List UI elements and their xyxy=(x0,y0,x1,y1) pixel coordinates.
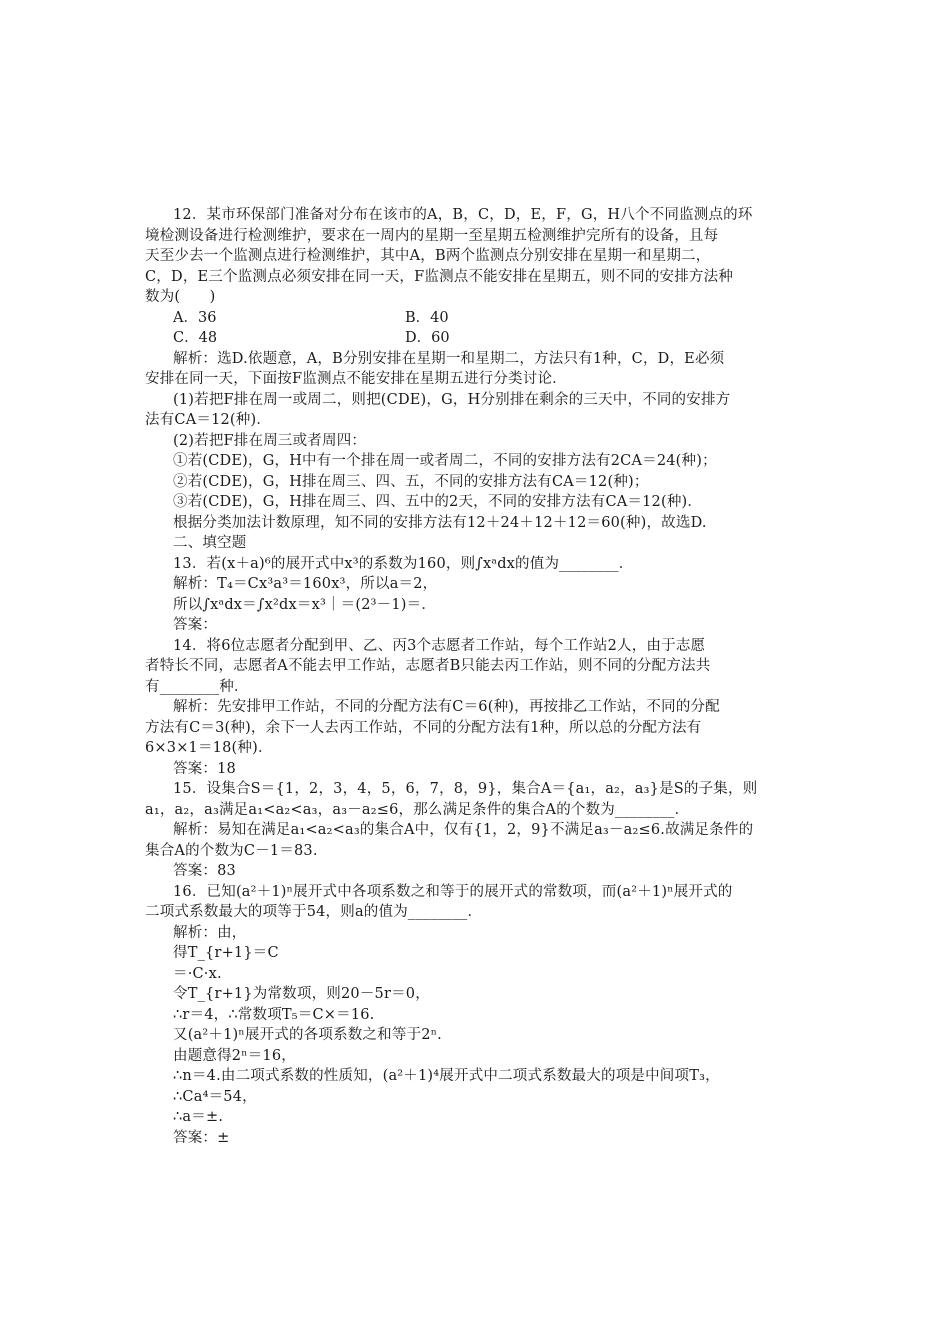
text-line: 答案： xyxy=(173,617,218,633)
text-line: 解析：由， xyxy=(173,924,247,941)
text-line: ③若(CDE)，G，H排在周三、四、五中的2天，不同的安排方法有CA＝12(种)． xyxy=(173,494,703,510)
text-line: 解析：T₄＝Cx³a³＝160x³，所以a＝2， xyxy=(173,576,438,592)
text-line: 安排在同一天，下面按F监测点不能安排在星期五进行分类讨论． xyxy=(145,371,567,387)
text-line: 二项式系数最大的项等于54，则a的值为________． xyxy=(145,904,483,920)
text-line: ②若(CDE)，G，H排在周三、四、五，不同的安排方法有CA＝12(种)； xyxy=(173,473,649,490)
text-line: 根据分类加法计数原理，知不同的安排方法有12＋24＋12＋12＝60(种)，故选D. xyxy=(173,514,707,531)
text-line: 12．某市环保部门准备对分布在该市的A，B，C，D，E，F，G，H八个不同监测点的环 xyxy=(173,207,753,223)
text-line: ＝·C·x. xyxy=(173,965,222,982)
text-line: ①若(CDE)，G，H中有一个排在周一或者周二，不同的安排方法有2CA＝24(种)； xyxy=(173,453,717,469)
text-line: 答案：± xyxy=(173,1129,230,1146)
text-line: 者特长不同，志愿者A不能去甲工作站，志愿者B只能去丙工作站，则不同的分配方法共 xyxy=(145,658,711,674)
text-line: a₁，a₂，a₃满足a₁<a₂<a₃，a₃－a₂≤6，那么满足条件的集合A的个数为________． xyxy=(145,801,690,818)
text-line: 有________种． xyxy=(145,678,249,695)
text-line: C，D，E三个监测点必须安排在同一天，F监测点不能安排在星期五，则不同的安排方法种 xyxy=(145,268,734,285)
text-line: 集合A的个数为C－1＝83. xyxy=(145,842,318,859)
text-line: 得T_{r+1}＝C xyxy=(173,945,279,961)
text-line: 令T_{r+1}为常数项，则20－5r＝0， xyxy=(173,986,430,1002)
text-line: ∴a＝±. xyxy=(173,1109,224,1125)
text-line: 又(a²＋1)ⁿ展开式的各项系数之和等于2ⁿ. xyxy=(173,1027,442,1043)
answer-option: A．36 xyxy=(173,309,217,326)
text-line: 解析：选D.依题意，A，B分别安排在星期一和星期二，方法只有1种，C，D，E必须 xyxy=(173,350,725,367)
text-line: (2)若把F排在周三或者周四： xyxy=(173,432,367,449)
answer-options-row xyxy=(145,328,810,349)
text-line: (1)若把F排在周一或周二，则把(CDE)，G，H分别排在剩余的三天中，不同的安排方 xyxy=(173,391,731,408)
text-line: 解析：先安排甲工作站，不同的分配方法有C＝6(种)，再按排乙工作站，不同的分配 xyxy=(173,699,720,715)
text-line: ∴Ca⁴＝54， xyxy=(173,1088,257,1105)
text-line: 方法有C＝3(种)，余下一人去丙工作站，不同的分配方法有1种，所以总的分配方法有 xyxy=(145,719,702,736)
text-line: 所以∫xᵃdx＝∫x²dx＝x³｜＝(2³－1)＝． xyxy=(173,596,437,613)
text-line: 法有CA＝12(种)． xyxy=(145,412,272,428)
text-line: 14．将6位志愿者分配到甲、乙、丙3个志愿者工作站，每个工作站2人，由于志愿 xyxy=(173,637,706,654)
text-line: 13．若(x＋a)⁶的展开式中x³的系数为160，则∫xᵃdx的值为________． xyxy=(173,555,634,572)
text-line: 解析：易知在满足a₁<a₂<a₃的集合A中，仅有{1，2，9}不满足a₃－a₂≤6.故满足条件的 xyxy=(173,822,754,838)
text-line: ∴n＝4.由二项式系数的性质知，(a²＋1)⁴展开式中二项式系数最大的项是中间项T₃， xyxy=(173,1068,720,1084)
answer-option: C．48 xyxy=(173,330,218,346)
document-page xyxy=(145,205,810,1148)
text-line: 由题意得2ⁿ＝16， xyxy=(173,1047,296,1064)
text-line: 答案：18 xyxy=(173,760,236,777)
text-line: 数为( ) xyxy=(145,289,216,305)
text-line: 15．设集合S＝{1，2，3，4，5，6，7，8，9}，集合A＝{a₁，a₂，a₃}是S的子集，则 xyxy=(173,781,758,797)
answer-option: D．60 xyxy=(405,330,450,346)
answer-options-row xyxy=(145,308,810,329)
text-line: 境检测设备进行检测维护，要求在一周内的星期一至星期五检测维护完所有的设备，且每 xyxy=(145,227,719,244)
text-line: 天至少去一个监测点进行检测维护，其中A，B两个监测点分别安排在星期一和星期二， xyxy=(145,248,711,264)
text-line: 二、填空题 xyxy=(173,535,247,551)
answer-option: B．40 xyxy=(405,309,449,326)
text-line: 6×3×1＝18(种)． xyxy=(145,740,273,756)
text-line: 答案：83 xyxy=(173,863,236,879)
text-line: ∴r＝4，∴常数项T₅＝C×＝16. xyxy=(173,1006,375,1023)
text-line: 16．已知(a²＋1)ⁿ展开式中各项系数之和等于的展开式的常数项，而(a²＋1)ⁿ展开式的 xyxy=(173,883,733,900)
